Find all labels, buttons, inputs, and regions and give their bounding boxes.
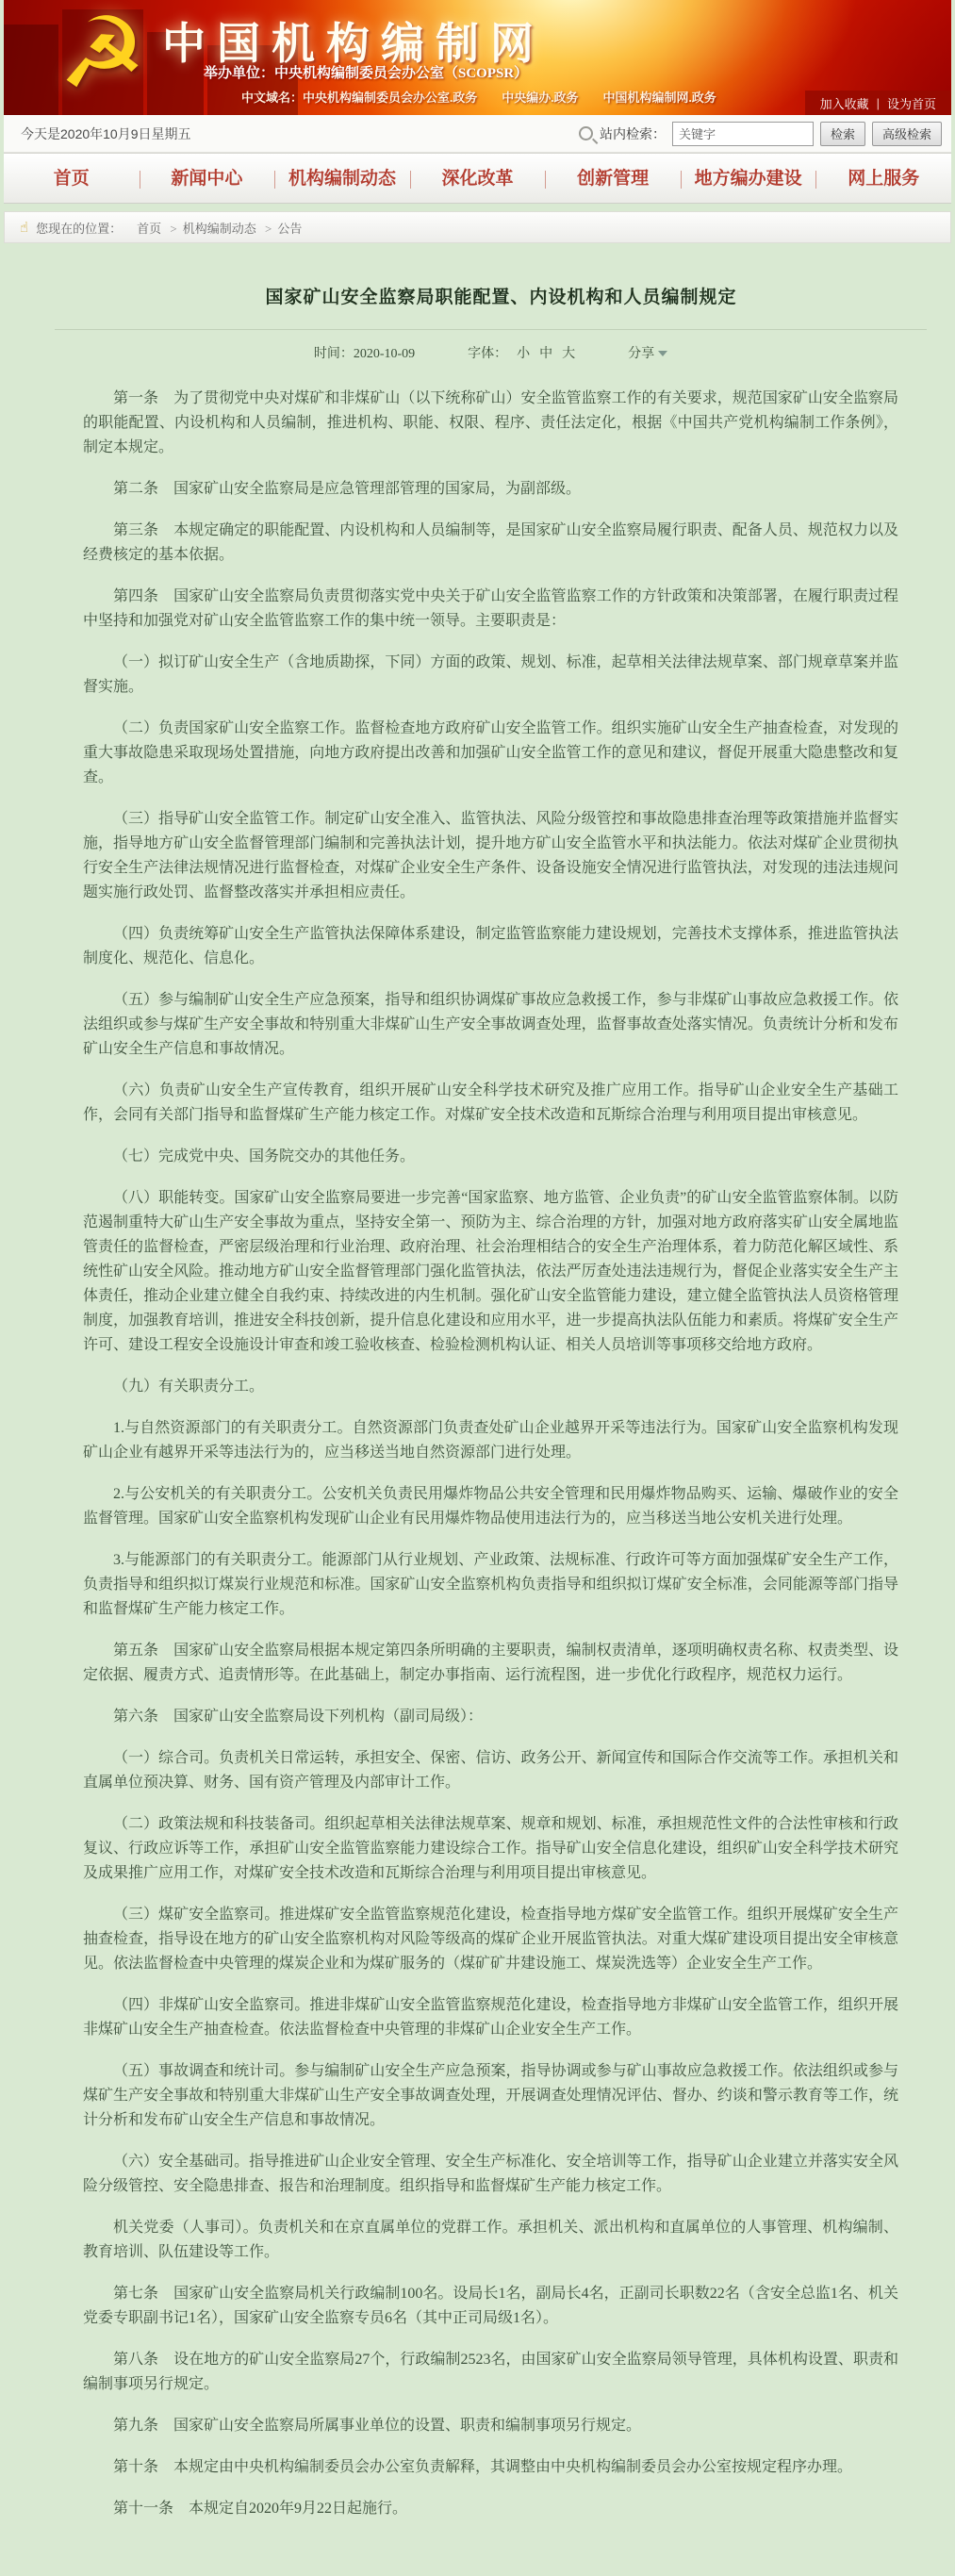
share-button[interactable] — [628, 343, 667, 362]
font-size-option[interactable]: 中 — [539, 347, 553, 361]
nav-item[interactable]: 新闻中心 — [140, 154, 275, 203]
font-size-option[interactable]: 小 — [517, 347, 531, 361]
nav-item[interactable]: 首页 — [53, 169, 90, 189]
article-paragraph: 1.与自然资源部门的有关职责分工。自然资源部门负责查处矿山企业越界开采等违法行为。国家矿山安全监察机构发现矿山企业有越界开采等违法行为的，应当移送当地自然资源部门进行处理。 — [83, 1420, 898, 1461]
breadcrumb-separator: > — [170, 221, 177, 236]
title-divider — [55, 329, 927, 330]
article-paragraph: （七）完成党中央、国务院交办的其他任务。 — [113, 1148, 416, 1164]
search-button[interactable]: 检索 — [820, 122, 865, 146]
font-size-options — [517, 343, 575, 362]
article-paragraph: 第四条 国家矿山安全监察局负责贯彻落实党中央关于矿山安全监管监察工作的方针政策和决策部署，在履行职责过程中坚持和加强党对矿山安全监管监察工作的集中统一领导。主要职责是： — [83, 588, 898, 629]
set-homepage-link[interactable]: 设为首页 — [886, 96, 936, 111]
font-size-option[interactable]: 大 — [562, 347, 576, 361]
breadcrumb-separator: > — [265, 221, 272, 236]
article-paragraph: （四）负责统筹矿山安全生产监管执法保障体系建设，制定监管监察能力建设规划，完善技术支撑体系，推进监管执法制度化、规范化、信息化。 — [83, 926, 898, 966]
article-paragraph: 第九条 国家矿山安全监察局所属事业单位的设置、职责和编制事项另行规定。 — [113, 2418, 642, 2434]
time-value: 2020-10-09 — [353, 347, 416, 361]
font-label: 字体： — [468, 347, 508, 361]
domain-line: 中文域名：中央机构编制委员会办公室.政务 中央编办.政务 中国机构编制网.政务 — [241, 91, 716, 105]
breadcrumb-items — [125, 219, 302, 237]
article-paragraph: （二）负责国家矿山安全监察工作。监督检查地方政府矿山安全监管工作。组织实施矿山安全生产抽查检查，对发现的重大事故隐患采取现场处置措施，向地方政府提出改善和加强矿山安全监管工作的意见和建议，督促开展重大隐患整改和复查。 — [83, 720, 898, 785]
article-paragraph: （三）煤矿安全监察司。推进煤矿安全监管监察规范化建设，检查指导地方煤矿安全监管工作。组织开展煤矿安全生产抽查检查，指导设在地方的矿山安全监察机构对风险等级高的煤矿企业开展监管执法。对重大煤矿建设项目提出安全审核意见。依法监督检查中央管理的煤炭企业和为煤矿服务的（煤矿矿井建设施工、煤炭洗选等）企业安全生产工作。 — [83, 1907, 898, 1972]
party-emblem-icon: ☭ — [58, 0, 147, 110]
main-nav — [4, 153, 951, 204]
article-paragraph: （四）非煤矿山安全监察司。推进非煤矿山安全监管监察规范化建设，检查指导地方非煤矿山安全监管工作，组织开展非煤矿山安全生产抽查检查。依法监督检查中央管理的非煤矿山企业安全生产工作。 — [83, 1997, 898, 2038]
article-paragraph: 第十一条 本规定自2020年9月22日起施行。 — [113, 2501, 408, 2517]
article-paragraph: （六）安全基础司。指导推进矿山企业安全管理、安全生产标准化、安全培训等工作，指导矿山企业建立并落实安全风险分级管控、安全隐患排查、报告和治理制度。组织指导和监督煤矿生产能力核定工作。 — [83, 2154, 898, 2194]
article-paragraph: （八）职能转变。国家矿山安全监察局要进一步完善“国家监察、地方监管、企业负责”的矿山安全监管监察体制。以防范遏制重特大矿山生产安全事故为重点，坚持安全第一、预防为主、综合治理的方针，加强对地方政府落实矿山安全属地监管责任的监督检查，严密层级治理和行业治理、政府治理、社会治理相结合的安全生产治理体系，着力防范化解区域性、系统性矿山安全风险。推动地方矿山安全监督管理部门强化监管执法，依法严厉查处违法违规行为，督促企业落实安全生产主体责任，推动企业建立健全自我约束、持续改进的内生机制。强化矿山安全监管能力建设，建立健全监管执法人员资格管理制度，加强教育培训，推进安全科技创新，提升信息化建设和应用水平，进一步提高执法队伍能力和素质。将煤矿安全生产许可、建设工程安全设施设计审查和竣工验收核查、检验检测机构认证、相关人员培训等事项移交给地方政府。 — [83, 1190, 898, 1353]
article-paragraph: （一）综合司。负责机关日常运转，承担安全、保密、信访、政务公开、新闻宣传和国际合作交流等工作。承担机关和直属单位预决算、财务、国有资产管理及内部审计工作。 — [83, 1750, 898, 1791]
article-paragraph: （九）有关职责分工。 — [113, 1379, 265, 1395]
article-paragraph: （二）政策法规和科技装备司。组织起草相关法律法规草案、规章和规划、标准，承担规范性文件的合法性审核和行政复议、行政应诉等工作，承担矿山安全监管监察能力建设综合工作。指导矿山安全信息化建设，组织矿山安全科学技术研究及成果推广应用工作，对煤矿安全技术改造和瓦斯综合治理与利用项目提出审核意见。 — [83, 1816, 898, 1881]
article-paragraph: 第六条 国家矿山安全监察局设下列机构（副司局级）： — [113, 1709, 484, 1725]
article-paragraph: 2.与公安机关的有关职责分工。公安机关负责民用爆炸物品公共安全管理和民用爆炸物品购买、运输、爆破作业的安全监督管理。国家矿山安全监察机构发现矿山企业有民用爆炸物品使用违法行为的，应当移送当地公安机关进行处理。 — [83, 1486, 898, 1527]
publish-time — [314, 343, 415, 362]
article-paragraph: 第三条 本规定确定的职能配置、内设机构和人员编制等，是国家矿山安全监察局履行职责、配备人员、规范权力以及经费核定的基本依据。 — [83, 522, 898, 563]
font-size-control — [468, 343, 575, 362]
site-title: 中国机构编制网 — [162, 19, 545, 68]
breadcrumb-link[interactable]: 机构编制动态 — [182, 221, 256, 236]
advanced-search-button[interactable]: 高级检索 — [872, 122, 942, 146]
share-label: 分享 — [628, 347, 655, 361]
add-favorite-link[interactable]: 加入收藏 — [819, 96, 869, 111]
nav-item[interactable]: 深化改革 — [410, 154, 546, 203]
article-body — [83, 387, 898, 2521]
chevron-down-icon — [658, 351, 667, 356]
nav-item[interactable]: 网上服务 — [815, 154, 951, 203]
article-paragraph: 第八条 设在地方的矿山安全监察局27个，行政编制2523名，由国家矿山安全监察局领导管理，具体机构设置、职责和编制事项另行规定。 — [83, 2352, 898, 2392]
article-paragraph: （五）事故调查和统计司。参与编制矿山安全生产应急预案，指导协调或参与矿山事故应急救援工作。依法组织或参与煤矿生产安全事故和特别重大非煤矿山生产安全事故调查处理，开展调查处理情况评估、督办、约谈和警示教育等工作，统计分析和发布矿山安全生产信息和事故情况。 — [83, 2063, 898, 2128]
organizer-line: 举办单位：中央机构编制委员会办公室（SCOPSR） — [204, 66, 529, 81]
breadcrumb-link[interactable]: 公告 — [277, 221, 303, 236]
article-paragraph: 第五条 国家矿山安全监察局根据本规定第四条所明确的主要职责，编制权责清单，逐项明确权责名称、权责类型、设定依据、履责方式、追责情形等。在此基础上，制定办事指南、运行流程图，进一步优化行政程序，规范权力运行。 — [83, 1643, 898, 1683]
topbar — [4, 115, 951, 153]
location-pointer-icon: ☝ — [20, 219, 29, 236]
site-search — [579, 122, 942, 146]
article-meta — [83, 343, 898, 362]
article-paragraph: 第二条 国家矿山安全监察局是应急管理部管理的国家局，为副部级。 — [113, 481, 582, 497]
article-paragraph: 第七条 国家矿山安全监察局机关行政编制100名。设局长1名，副局长4名，正副司长职数22名（含安全总监1名、机关党委专职副书记1名），国家矿山安全监察专员6名（其中正司局级1名）。 — [83, 2286, 898, 2326]
nav-item[interactable]: 机构编制动态 — [274, 154, 410, 203]
search-input[interactable] — [672, 122, 814, 146]
article-paragraph: 第一条 为了贯彻党中央对煤矿和非煤矿山（以下统称矿山）安全监管监察工作的有关要求，规范国家矿山安全监察局的职能配置、内设机构和人员编制，推进机构、职能、权限、程序、责任法定化，根据《中国共产党机构编制工作条例》，制定本规定。 — [83, 390, 898, 455]
current-date-text: 今天是2020年10月9日星期五 — [21, 125, 191, 141]
search-icon — [579, 126, 593, 140]
breadcrumb-link[interactable]: 首页 — [137, 221, 162, 236]
time-label: 时间： — [313, 347, 354, 361]
article — [0, 243, 955, 2576]
page-title: 国家矿山安全监察局职能配置、内设机构和人员编制规定 — [265, 288, 737, 307]
search-label: 站内检索： — [599, 125, 666, 141]
article-paragraph: （三）指导矿山安全监管工作。制定矿山安全准入、监管执法、风险分级管控和事故隐患排查治理等政策措施并监督实施，指导地方矿山安全监督管理部门编制和完善执法计划，提升地方矿山安全监管水平和执法能力。依法对煤矿企业贯彻执行安全生产法律法规情况进行监督检查，对煤矿企业安全生产条件、设备设施安全情况进行监管执法，对发现的违法违规问题实施行政处罚、监督整改落实并承担相应责任。 — [83, 811, 898, 900]
banner-quick-links — [805, 91, 951, 115]
article-paragraph: （五）参与编制矿山安全生产应急预案，指导和组织协调煤矿事故应急救援工作，参与非煤矿山事故应急救援工作。依法组织或参与煤矿生产安全事故和特别重大非煤矿山生产安全事故调查处理，监督事故查处落实情况。负责统计分析和发布矿山安全生产信息和事故情况。 — [83, 992, 898, 1057]
article-paragraph: （六）负责矿山安全生产宣传教育，组织开展矿山安全科学技术研究及推广应用工作。指导矿山企业安全生产基础工作，会同有关部门指导和监督煤矿生产能力核定工作。对煤矿安全技术改造和瓦斯综合治理与利用项目提出审核意见。 — [83, 1082, 898, 1123]
page-header — [4, 0, 951, 243]
site-banner — [4, 0, 951, 115]
article-paragraph: 3.与能源部门的有关职责分工。能源部门从行业规划、产业政策、法规标准、行政许可等方面加强煤矿安全生产工作，负责指导和组织拟订煤炭行业规范和标准。国家矿山安全监察机构负责指导和组织拟订煤矿安全标准，会同能源等部门指导和监督煤矿生产能力核定工作。 — [83, 1552, 898, 1617]
nav-item[interactable]: 地方编办建设 — [681, 154, 816, 203]
article-paragraph: （一）拟订矿山安全生产（含地质勘探，下同）方面的政策、规划、标准，起草相关法律法规草案、部门规章草案并监督实施。 — [83, 654, 898, 695]
breadcrumb-prefix: 您现在的位置： — [36, 221, 123, 236]
link-separator: | — [876, 95, 880, 110]
breadcrumb — [4, 211, 951, 243]
nav-item[interactable]: 创新管理 — [545, 154, 681, 203]
article-paragraph: 第十条 本规定由中央机构编制委员会办公室负责解释，其调整由中央机构编制委员会办公室按规定程序办理。 — [113, 2459, 853, 2475]
article-paragraph: 机关党委（人事司）。负责机关和在京直属单位的党群工作。承担机关、派出机构和直属单位的人事管理、机构编制、教育培训、队伍建设等工作。 — [83, 2220, 898, 2260]
